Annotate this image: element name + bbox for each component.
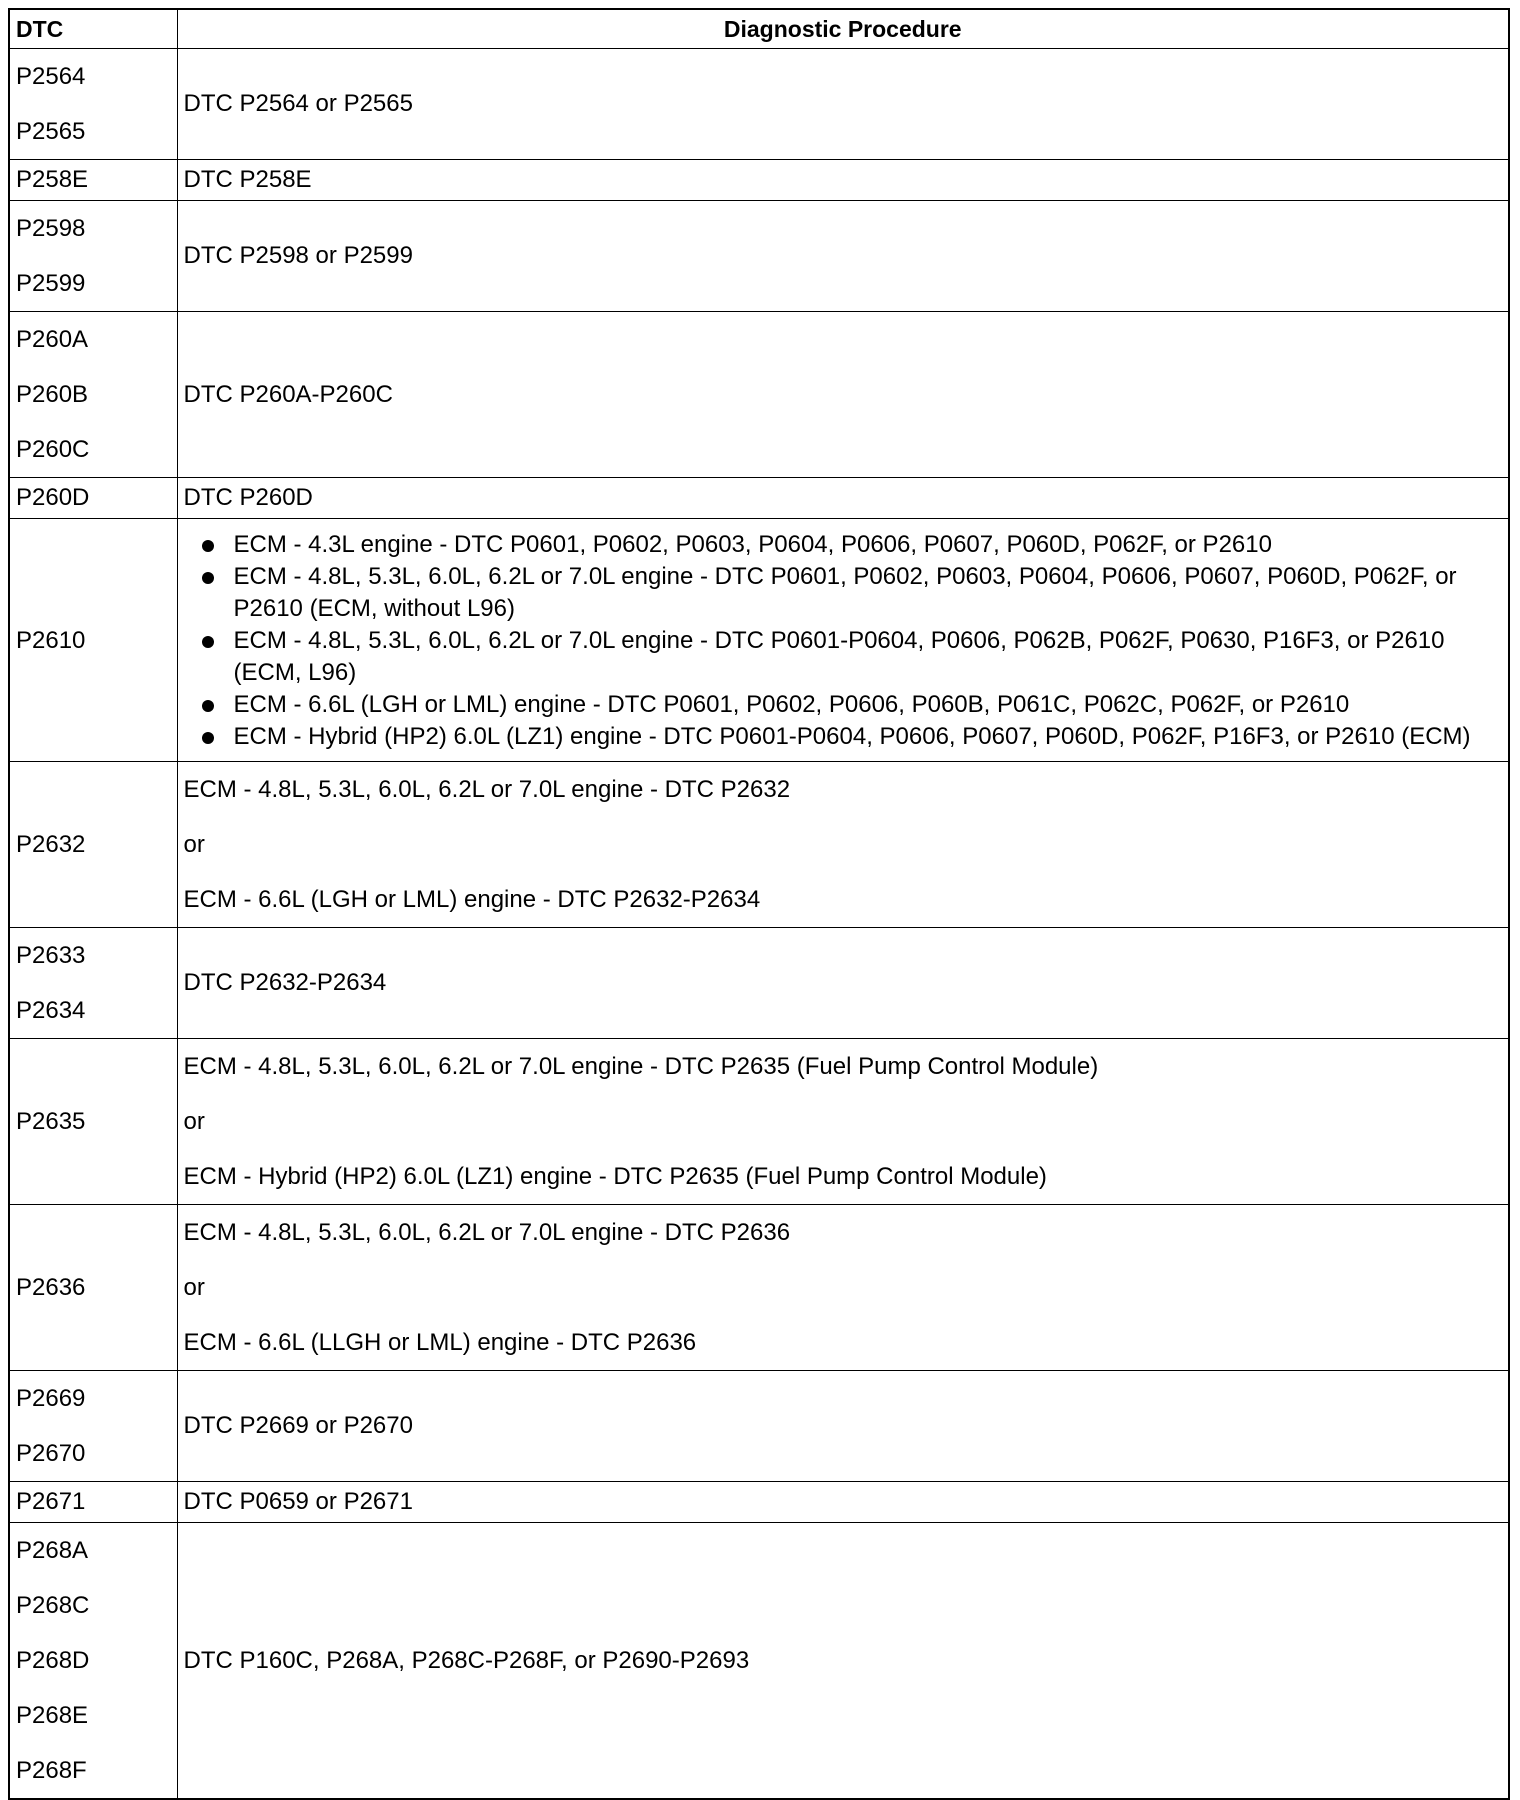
procedure-text: or — [183, 1108, 205, 1135]
dtc-cell — [9, 49, 177, 160]
dtc-cell — [9, 478, 177, 519]
dtc-code: P260A — [16, 326, 89, 353]
dtc-code: P258E — [16, 166, 89, 193]
dtc-code: P260B — [16, 381, 89, 408]
procedure-cell — [177, 201, 1509, 312]
dtc-code: P2635 — [16, 1108, 86, 1135]
procedure-cell — [177, 1039, 1509, 1205]
dtc-cell — [9, 1039, 177, 1205]
dtc-code: P2670 — [16, 1440, 86, 1467]
dtc-cell — [9, 160, 177, 201]
dtc-code: P2671 — [16, 1488, 86, 1515]
table-row — [9, 762, 1509, 928]
table-row — [9, 312, 1509, 478]
dtc-code: P2598 — [16, 215, 86, 242]
dtc-code: P2636 — [16, 1274, 86, 1301]
procedure-text: or — [183, 1274, 205, 1301]
table-row — [9, 1371, 1509, 1482]
table-row — [9, 160, 1509, 201]
procedure-cell — [177, 928, 1509, 1039]
table-body — [9, 49, 1509, 1800]
procedure-bullet-item: ECM - 4.3L engine - DTC P0601, P0602, P0603, P0604, P0606, P0607, P060D, P062F, or P2610 — [184, 529, 1503, 561]
procedure-text: ECM - 6.6L (LGH or LML) engine - DTC P2632-P2634 — [183, 886, 761, 913]
procedure-bullet-item: ECM - 4.8L, 5.3L, 6.0L, 6.2L or 7.0L engine - DTC P0601-P0604, P0606, P062B, P062F, P0630, P16F3, or P2610 (ECM, L96) — [184, 625, 1503, 689]
dtc-code: P2669 — [16, 1385, 86, 1412]
procedure-text: ECM - Hybrid (HP2) 6.0L (LZ1) engine - DTC P2635 (Fuel Pump Control Module) — [183, 1163, 1047, 1190]
dtc-column-header: DTC — [9, 9, 177, 49]
table-row — [9, 201, 1509, 312]
procedure-text: ECM - 6.6L (LLGH or LML) engine - DTC P2636 — [183, 1329, 697, 1356]
procedure-text: DTC P160C, P268A, P268C-P268F, or P2690-P2693 — [183, 1646, 750, 1674]
dtc-cell — [9, 1482, 177, 1523]
procedure-cell — [177, 160, 1509, 201]
table-row — [9, 49, 1509, 160]
procedure-cell — [177, 1523, 1509, 1800]
table-row — [9, 1039, 1509, 1205]
table-row — [9, 1523, 1509, 1800]
dtc-cell — [9, 1205, 177, 1371]
dtc-code: P2564 — [16, 63, 86, 90]
table-row — [9, 478, 1509, 519]
procedure-text: ECM - 4.8L, 5.3L, 6.0L, 6.2L or 7.0L engine - DTC P2635 (Fuel Pump Control Module) — [183, 1053, 1099, 1080]
dtc-code: P2610 — [16, 626, 86, 654]
procedure-text: DTC P260D — [183, 484, 313, 511]
procedure-bullet-list — [184, 519, 1503, 761]
dtc-cell — [9, 928, 177, 1039]
procedure-text: DTC P0659 or P2671 — [183, 1488, 413, 1515]
dtc-code: P2632 — [16, 831, 86, 858]
procedure-text: DTC P2598 or P2599 — [183, 242, 413, 269]
procedure-cell — [177, 1205, 1509, 1371]
procedure-cell — [177, 312, 1509, 478]
procedure-bullet-item: ECM - Hybrid (HP2) 6.0L (LZ1) engine - DTC P0601-P0604, P0606, P0607, P060D, P062F, P16F3, or P2610 (ECM) — [184, 721, 1503, 753]
procedure-text: DTC P260A-P260C — [183, 380, 393, 408]
procedure-cell — [177, 1371, 1509, 1482]
table-row — [9, 1205, 1509, 1371]
procedure-column-header: Diagnostic Procedure — [177, 9, 1509, 49]
dtc-table — [8, 8, 1510, 1800]
dtc-code: P2633 — [16, 942, 86, 969]
dtc-code: P2565 — [16, 118, 86, 145]
dtc-cell — [9, 312, 177, 478]
procedure-text: DTC P2632-P2634 — [183, 969, 387, 996]
procedure-cell — [177, 1482, 1509, 1523]
procedure-cell — [177, 762, 1509, 928]
header-row — [9, 9, 1509, 49]
procedure-text: ECM - 4.8L, 5.3L, 6.0L, 6.2L or 7.0L engine - DTC P2636 — [183, 1219, 791, 1246]
procedure-text: DTC P2564 or P2565 — [183, 90, 413, 117]
dtc-code: P260D — [16, 484, 90, 511]
dtc-code: P268E — [16, 1702, 89, 1729]
dtc-code: P268C — [16, 1592, 90, 1619]
procedure-bullet-item: ECM - 6.6L (LGH or LML) engine - DTC P0601, P0602, P0606, P060B, P061C, P062C, P062F, or P2610 — [184, 689, 1503, 721]
table-row — [9, 519, 1509, 762]
table-row — [9, 928, 1509, 1039]
dtc-code: P268F — [16, 1757, 87, 1784]
procedure-text: DTC P258E — [183, 166, 312, 193]
dtc-code: P268D — [16, 1647, 90, 1674]
procedure-cell — [177, 478, 1509, 519]
procedure-text: or — [183, 831, 205, 858]
dtc-cell — [9, 762, 177, 928]
dtc-cell — [9, 201, 177, 312]
dtc-code: P268A — [16, 1537, 89, 1564]
procedure-cell — [177, 49, 1509, 160]
dtc-cell — [9, 519, 177, 762]
table-row — [9, 1482, 1509, 1523]
procedure-cell — [177, 519, 1509, 762]
dtc-code: P2599 — [16, 270, 86, 297]
dtc-code: P260C — [16, 436, 90, 463]
dtc-cell — [9, 1371, 177, 1482]
procedure-bullet-item: ECM - 4.8L, 5.3L, 6.0L, 6.2L or 7.0L engine - DTC P0601, P0602, P0603, P0604, P0606, P0607, P060D, P062F, or P2610 (ECM, without L96) — [184, 561, 1503, 625]
dtc-cell — [9, 1523, 177, 1800]
dtc-code: P2634 — [16, 997, 86, 1024]
procedure-text: ECM - 4.8L, 5.3L, 6.0L, 6.2L or 7.0L engine - DTC P2632 — [183, 776, 791, 803]
procedure-text: DTC P2669 or P2670 — [183, 1412, 413, 1439]
